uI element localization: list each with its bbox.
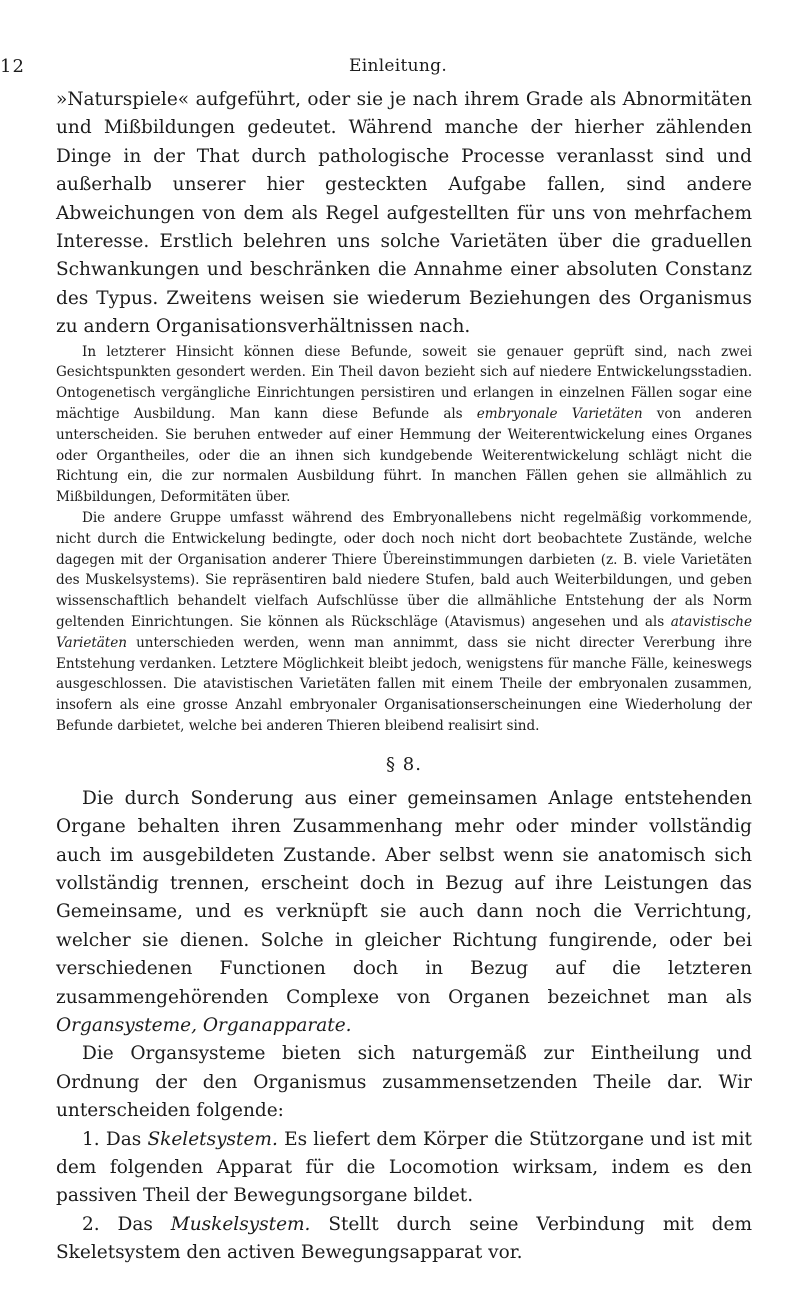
smallprint-text: von anderen unterscheiden. Sie beruhen entweder auf einer Hemmung der Weiterentwickelung eines Organes oder Organtheiles, oder die an ihnen sich kundgebende Weiterentwickelung schlägt nicht die Richtung ein, die zur normalen Ausbildung führt. In manchen Fällen gehen sie allmählich zu Mißbildungen, Deformitäten über. xyxy=(56,406,752,506)
paragraph-text: 2. Das xyxy=(82,1213,171,1235)
paragraph-eintheilung: Die Organsysteme bieten sich naturgemäß zur Eintheilung und Ordnung der den Organismus zusammensetzenden Theile dar. Wir unterscheiden folgende: xyxy=(56,1043,752,1122)
term-skeletsystem: Skeletsystem. xyxy=(147,1128,278,1150)
term-muskelsystem: Muskelsystem. xyxy=(170,1213,311,1235)
paragraph-skeletsystem xyxy=(56,1126,752,1211)
term-atavistische-varietaeten: atavistische Varietäten xyxy=(56,614,752,651)
term-organsysteme: Organsysteme, Organapparate. xyxy=(56,1015,352,1037)
section-heading: § 8. xyxy=(386,753,422,775)
page-body xyxy=(56,86,752,1268)
paragraph-organsysteme xyxy=(56,785,752,1041)
smallprint-text: Die andere Gruppe umfasst während des Embryonallebens nicht regelmäßig vorkommende, nicht durch die Entwickelung bedingte, oder doch noch nicht dort beobachtete Zustände, welche dagegen mit der Organisation anderer Thiere Übereinstimmungen darbieten (z. B. viele Varietäten des Muskelsystems). Sie repräsentiren bald niedere Stufen, bald auch Weiterbildungen, und geben wissenschaftlich behandelt vielfach Aufschlüsse über die allmähliche Entstehung der als Norm geltenden Einrichtungen. Sie können als Rückschläge (Atavismus) angesehen und als xyxy=(56,510,752,631)
paragraph-muskelsystem xyxy=(56,1211,752,1268)
paragraph-text: 1. Das xyxy=(82,1128,148,1150)
term-embryonale-varietaeten: embryonale Varietäten xyxy=(476,406,643,423)
page-number: 12 xyxy=(0,56,25,77)
smallprint-atavistisch xyxy=(56,508,752,737)
paragraph-text: Es liefert dem Körper die Stützorgane und ist mit dem folgenden Apparat für die Locomotion wirksam, indem es den passiven Theil der Bewegungsorgane bildet. xyxy=(56,1128,752,1207)
paragraph-text: Die durch Sonderung aus einer gemeinsamen Anlage entstehenden Organe behalten ihren Zusammenhang mehr oder minder vollständig auch im ausgebildeten Zustande. Aber selbst wenn sie anatomisch sich vollständig trennen, erscheint doch in Bezug auf ihre Leistungen das Gemeinsame, und es verknüpft sie auch dann noch die Verrichtung, welcher sie dienen. Solche in gleicher Richtung fungirende, oder bei verschiedenen Functionen doch in Bezug auf die letzteren zusammengehörenden Complexe von Organen bezeichnet man als xyxy=(56,787,752,1008)
paragraph-text: Stellt durch seine Verbindung mit dem Skeletsystem den activen Bewegungsapparat vor. xyxy=(56,1213,752,1264)
smallprint-text: unterschieden werden, wenn man annimmt, dass sie nicht directer Vererbung ihre Entstehung verdanken. Letztere Möglichkeit bleibt jedoch, wenigstens für manche Fälle, keineswegs ausgeschlossen. Die atavistischen Varietäten fallen mit einem Theile der embryonalen zusammen, insofern als eine grosse Anzahl embryonaler Organisationserscheinungen eine Wiederholung der Befunde darbietet, welche bei anderen Thieren bleibend realisirt sind. xyxy=(56,634,752,734)
smallprint-text: In letzterer Hinsicht können diese Befunde, soweit sie genauer geprüft sind, nach zwei Gesichtspunkten gesondert werden. Ein Theil davon bezieht sich auf niedere Entwickelungsstadien. Ontogenetisch vergängliche Einrichtungen persistiren und erlangen in einzelnen Fällen sogar eine mächtige Ausbildung. Man kann diese Befunde als xyxy=(56,343,752,423)
smallprint-embryonal xyxy=(56,342,752,508)
paragraph-naturspiele: »Naturspiele« aufgeführt, oder sie je nach ihrem Grade als Abnormitäten und Mißbildungen gedeutet. Während manche der hierher zählenden Dinge in der That durch pathologische Processe veranlasst sind und außerhalb unserer hier gesteckten Aufgabe fallen, sind andere Abweichungen von dem als Regel aufgestellten für uns von mehrfachem Interesse. Erstlich belehren uns solche Varietäten über die graduellen Schwankungen und beschränken die Annahme einer absoluten Constanz des Typus. Zweitens weisen sie wiederum Beziehungen des Organismus zu andern Organisationsverhältnissen nach. xyxy=(56,89,752,338)
running-title: Einleitung. xyxy=(349,56,448,76)
